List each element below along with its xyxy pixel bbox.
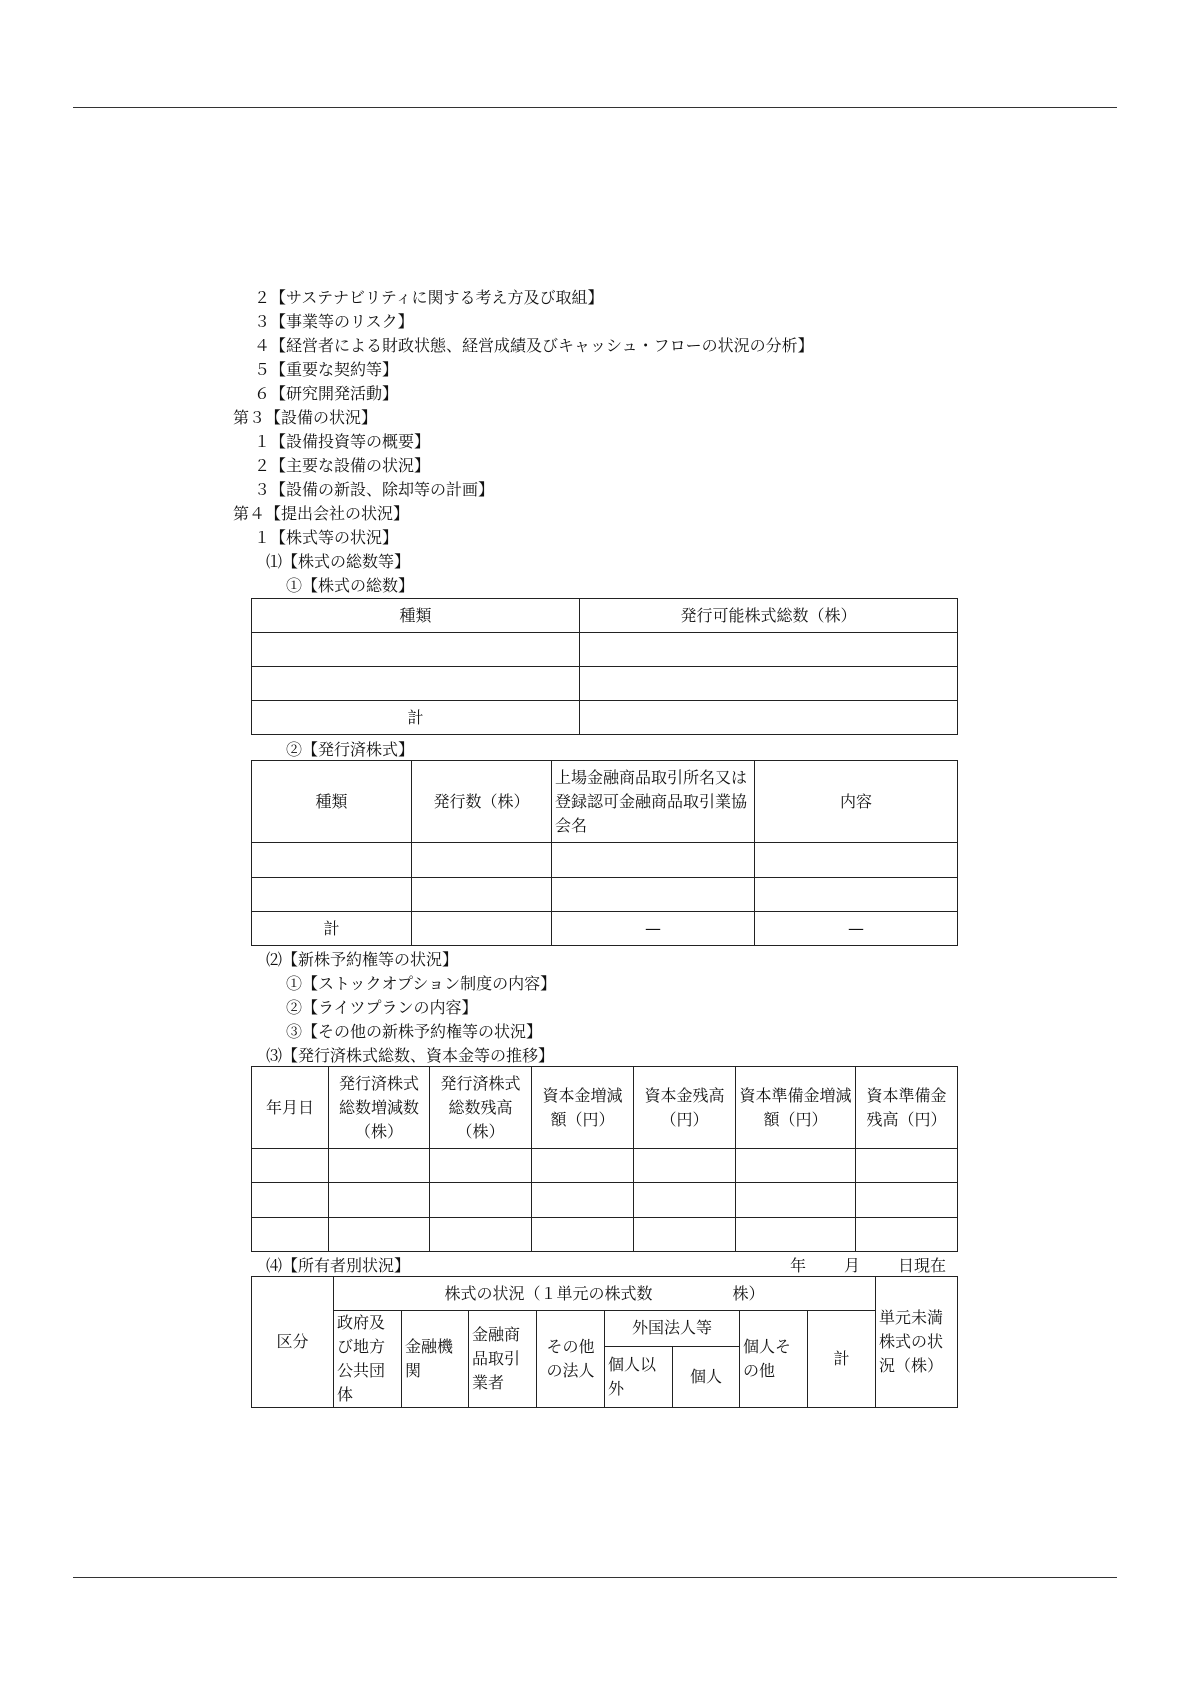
header-cell: 内容	[755, 761, 958, 843]
header-cell: 資本準備金残高（円）	[856, 1067, 958, 1149]
table-cell	[856, 1218, 958, 1252]
table-cell	[532, 1183, 634, 1218]
section-owners: ⑷【所有者別状況】	[266, 1256, 411, 1275]
under-unit-cell: 単元未満株式の状況（株）	[876, 1277, 958, 1408]
date-day-label: 日現在	[898, 1256, 947, 1275]
indiv-cell: 個人	[673, 1346, 740, 1407]
toc-line: １【株式等の状況】	[254, 528, 399, 547]
section-stock-option: ①【ストックオプション制度の内容】	[286, 974, 557, 993]
table-cell	[580, 667, 958, 701]
table-cell	[412, 912, 552, 946]
indiv-other-cell: 個人その他	[740, 1311, 808, 1408]
table-cell	[329, 1183, 430, 1218]
table-cell	[252, 1218, 329, 1252]
table-cell	[532, 1218, 634, 1252]
header-cell: 年月日	[252, 1067, 329, 1149]
header-cell: 資本金残高（円）	[634, 1067, 736, 1149]
table-cell	[552, 843, 755, 878]
table-cell	[552, 878, 755, 912]
table-cell	[252, 1149, 329, 1183]
section-transition: ⑶【発行済株式総数、資本金等の推移】	[266, 1046, 555, 1065]
header-cell: 資本準備金増減額（円）	[736, 1067, 856, 1149]
dash-cell: —	[552, 912, 755, 946]
section-rights: ⑵【新株予約権等の状況】	[266, 950, 459, 969]
gov-cell: 政府及び地方公共団体	[334, 1311, 402, 1408]
table-cell	[430, 1218, 532, 1252]
header-rule	[73, 107, 1117, 108]
kubun-cell: 区分	[252, 1277, 334, 1408]
section-rights-plan: ②【ライツプランの内容】	[286, 998, 478, 1017]
section-issued-shares: ②【発行済株式】	[286, 740, 415, 759]
table-cell	[252, 667, 580, 701]
table-cell	[736, 1183, 856, 1218]
table-total-shares	[251, 598, 958, 735]
footer-rule	[73, 1577, 1117, 1578]
table-cell	[430, 1149, 532, 1183]
date-month-label: 月	[844, 1256, 861, 1275]
table-cell	[252, 633, 580, 667]
foreign-cell: 外国法人等	[605, 1311, 740, 1347]
header-cell: 発行数（株）	[412, 761, 552, 843]
table-cell	[856, 1149, 958, 1183]
table-cell	[329, 1149, 430, 1183]
toc-line: ６【研究開発活動】	[254, 384, 399, 403]
table-cell	[736, 1149, 856, 1183]
table-cell	[856, 1183, 958, 1218]
table-owners	[251, 1276, 958, 1408]
header-cell: 種類	[252, 761, 412, 843]
table-cell	[634, 1183, 736, 1218]
header-cell: 発行済株式総数増減数（株）	[329, 1067, 430, 1149]
header-cell: 資本金増減額（円）	[532, 1067, 634, 1149]
broker-cell: 金融商品取引業者	[469, 1311, 537, 1408]
table-cell	[430, 1183, 532, 1218]
table-cell	[580, 701, 958, 735]
header-cell: 発行済株式総数残高（株）	[430, 1067, 532, 1149]
toc-line: ３【設備の新設、除却等の計画】	[254, 480, 495, 499]
header-cell: 上場金融商品取引所名又は登録認可金融商品取引業協会名	[552, 761, 755, 843]
table-cell	[634, 1149, 736, 1183]
toc-line: ４【経営者による財政状態、経営成績及びキャッシュ・フローの状況の分析】	[254, 336, 814, 355]
table-cell	[252, 843, 412, 878]
table-cell	[755, 843, 958, 878]
toc-line: ⑴【株式の総数等】	[266, 552, 411, 571]
toc-line: 第４【提出会社の状況】	[233, 504, 410, 523]
total-cell: 計	[808, 1311, 876, 1408]
table-cell	[329, 1218, 430, 1252]
table-cell	[736, 1218, 856, 1252]
table-cell	[755, 878, 958, 912]
section-other-rights: ③【その他の新株予約権等の状況】	[286, 1022, 543, 1041]
total-cell: 計	[252, 701, 580, 735]
toc-line: ２【主要な設備の状況】	[254, 456, 431, 475]
table-cell	[252, 878, 412, 912]
header-cell: 発行可能株式総数（株）	[580, 599, 958, 633]
toc-line: 第３【設備の状況】	[233, 408, 378, 427]
table-shares-transition	[251, 1066, 958, 1252]
toc-line: ５【重要な契約等】	[254, 360, 399, 379]
date-year-label: 年	[790, 1256, 807, 1275]
other-corp-cell: その他の法人	[537, 1311, 605, 1408]
fin-cell: 金融機関	[402, 1311, 469, 1408]
toc-line: １【設備投資等の概要】	[254, 432, 431, 451]
status-header-cell: 株式の状況（１単元の株式数 株）	[334, 1277, 876, 1311]
dash-cell: —	[755, 912, 958, 946]
toc-line: ２【サステナビリティに関する考え方及び取組】	[254, 288, 604, 307]
table-cell	[252, 1183, 329, 1218]
toc-line: ３【事業等のリスク】	[254, 312, 414, 331]
header-cell: 種類	[252, 599, 580, 633]
table-cell	[532, 1149, 634, 1183]
table-issued-shares	[251, 760, 958, 946]
table-cell	[634, 1218, 736, 1252]
table-cell	[580, 633, 958, 667]
table-cell	[412, 878, 552, 912]
toc-line: ①【株式の総数】	[286, 576, 415, 595]
table-cell	[412, 843, 552, 878]
total-cell: 計	[252, 912, 412, 946]
non-indiv-cell: 個人以外	[605, 1346, 673, 1407]
